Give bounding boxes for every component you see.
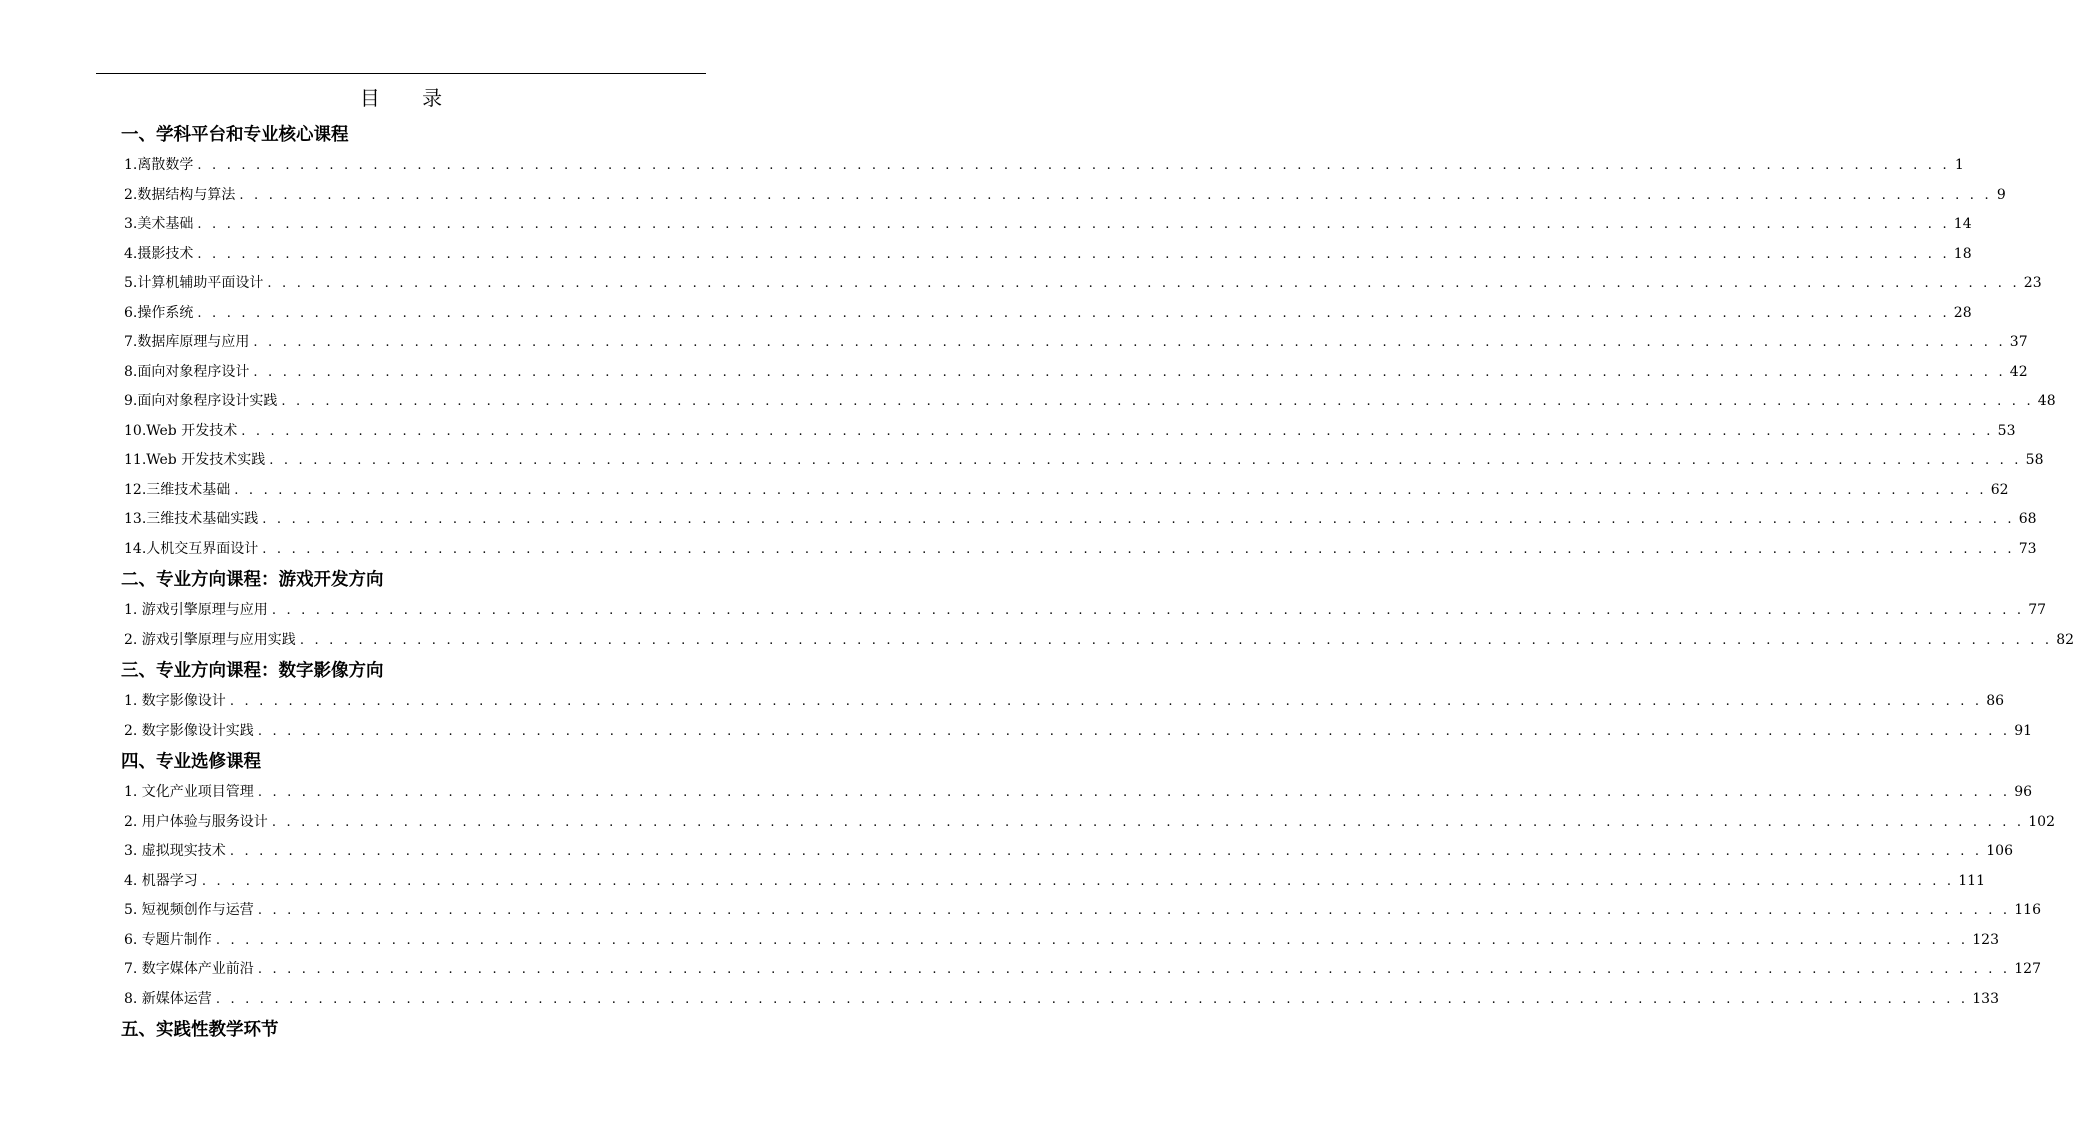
toc-entry[interactable] [124,627,2074,653]
toc-entry[interactable] [124,506,2037,532]
toc-page-number: 106 [1986,843,2013,859]
dot-leader: . . . . . . . . . . . . . . . . . . . . . . . . . . . . . . . . . . . . . . . . . . . . . . . . . . . . . . . . . . . . . . . . . . . . . . . . . . . . . . . . . . . . . . . . . . . . . . . . . . . . . . . . . . . . . . . . . . . . . . . . [262,541,2015,557]
dot-leader: . . . . . . . . . . . . . . . . . . . . . . . . . . . . . . . . . . . . . . . . . . . . . . . . . . . . . . . . . . . . . . . . . . . . . . . . . . . . . . . . . . . . . . . . . . . . . . . . . . . . . . . . . . . . . . . . . . . . . . . . [281,394,2034,409]
toc-entry-label: 7. 数字媒体产业前沿 [124,956,258,982]
toc-page-number: 91 [2014,722,2033,739]
toc-entry[interactable] [124,897,2041,923]
dot-leader: . . . . . . . . . . . . . . . . . . . . . . . . . . . . . . . . . . . . . . . . . . . . . . . . . . . . . . . . . . . . . . . . . . . . . . . . . . . . . . . . . . . . . . . . . . . . . . . . . . . . . . . . . . . . . . . . . . . . . . . . [257,903,2011,918]
toc-page-number: 96 [2014,784,2033,800]
toc-page-number: 133 [1972,990,1999,1007]
toc-page-number: 53 [1997,422,2016,439]
toc-page-number: 62 [1990,481,2009,498]
toc-page-number: 127 [2014,961,2041,977]
dot-leader: . . . . . . . . . . . . . . . . . . . . . . . . . . . . . . . . . . . . . . . . . . . . . . . . . . . . . . . . . . . . . . . . . . . . . . . . . . . . . . . . . . . . . . . . . . . . . . . . . . . . . . . . . . . . . . . . . . . . . . . . [234,482,1987,498]
toc-entry[interactable] [124,688,2005,714]
toc-page-number: 42 [2009,363,2028,380]
toc-entry-label: 3. 虚拟现实技术 [124,838,230,864]
dot-leader: . . . . . . . . . . . . . . . . . . . . . . . . . . . . . . . . . . . . . . . . . . . . . . . . . . . . . . . . . . . . . . . . . . . . . . . . . . . . . . . . . . . . . . . . . . . . . . . . . . . . . . . . . . . . . . . . . . . . . . . . [262,512,2015,527]
dot-leader: . . . . . . . . . . . . . . . . . . . . . . . . . . . . . . . . . . . . . . . . . . . . . . . . . . . . . . . . . . . . . . . . . . . . . . . . . . . . . . . . . . . . . . . . . . . . . . . . . . . . . . . . . . . . . . . . . . . . . . . . [253,364,2006,380]
toc-entry-label: 9.面向对象程序设计实践 [124,388,281,414]
section-heading: 三、专业方向课程：数字影像方向 [121,661,384,681]
dot-leader: . . . . . . . . . . . . . . . . . . . . . . . . . . . . . . . . . . . . . . . . . . . . . . . . . . . . . . . . . . . . . . . . . . . . . . . . . . . . . . . . . . . . . . . . . . . . . . . . . . . . . . . . . . . . . . . . . . . . . . . . [197,158,1950,173]
toc-page-number: 14 [1953,216,1972,232]
toc-entry[interactable] [124,388,2056,414]
toc-page-number: 116 [2014,902,2041,918]
dot-leader: . . . . . . . . . . . . . . . . . . . . . . . . . . . . . . . . . . . . . . . . . . . . . . . . . . . . . . . . . . . . . . . . . . . . . . . . . . . . . . . . . . . . . . . . . . . . . . . . . . . . . . . . . . . . . . . . . . . . . . . . [197,246,1950,262]
section-heading: 五、实践性教学环节 [121,1020,279,1040]
toc-entry[interactable] [124,447,2044,473]
dot-leader: . . . . . . . . . . . . . . . . . . . . . . . . . . . . . . . . . . . . . . . . . . . . . . . . . . . . . . . . . . . . . . . . . . . . . . . . . . . . . . . . . . . . . . . . . . . . . . . . . . . . . . . . . . . . . . . . . . . . . . . . [257,962,2011,977]
toc-entry-label: 8.面向对象程序设计 [124,359,253,385]
toc-entry[interactable] [124,718,2033,744]
toc-page-number: 73 [2018,540,2037,557]
toc-page-number: 18 [1953,245,1972,262]
toc-entry[interactable] [124,270,2042,296]
top-rule [96,73,706,74]
section-heading: 二、专业方向课程：游戏开发方向 [121,570,384,590]
dot-leader: . . . . . . . . . . . . . . . . . . . . . . . . . . . . . . . . . . . . . . . . . . . . . . . . . . . . . . . . . . . . . . . . . . . . . . . . . . . . . . . . . . . . . . . . . . . . . . . . . . . . . . . . . . . . . . . . . . . . . . . . [197,217,1950,232]
dot-leader: . . . . . . . . . . . . . . . . . . . . . . . . . . . . . . . . . . . . . . . . . . . . . . . . . . . . . . . . . . . . . . . . . . . . . . . . . . . . . . . . . . . . . . . . . . . . . . . . . . . . . . . . . . . . . . . . . . . . . . . . [257,723,2011,739]
toc-entry[interactable] [124,211,1972,237]
toc-entry[interactable] [124,477,2009,503]
toc-page-number: 68 [2018,511,2037,527]
toc-entry[interactable] [124,986,1999,1012]
toc-entry[interactable] [124,779,2033,805]
toc-entry-label: 4. 机器学习 [124,868,202,894]
toc-entry-label: 13.三维技术基础实践 [124,506,262,532]
toc-entry-label: 10.Web 开发技术 [124,418,241,444]
dot-leader: . . . . . . . . . . . . . . . . . . . . . . . . . . . . . . . . . . . . . . . . . . . . . . . . . . . . . . . . . . . . . . . . . . . . . . . . . . . . . . . . . . . . . . . . . . . . . . . . . . . . . . . . . . . . . . . . . . . . . . . . [201,873,1955,889]
toc-entry[interactable] [124,956,2041,982]
toc-page-number: 77 [2028,602,2047,618]
dot-leader: . . . . . . . . . . . . . . . . . . . . . . . . . . . . . . . . . . . . . . . . . . . . . . . . . . . . . . . . . . . . . . . . . . . . . . . . . . . . . . . . . . . . . . . . . . . . . . . . . . . . . . . . . . . . . . . . . . . . . . . . [229,694,1983,709]
toc-entry-label: 1.离散数学 [124,152,197,178]
dot-leader: . . . . . . . . . . . . . . . . . . . . . . . . . . . . . . . . . . . . . . . . . . . . . . . . . . . . . . . . . . . . . . . . . . . . . . . . . . . . . . . . . . . . . . . . . . . . . . . . . . . . . . . . . . . . . . . . . . . . . . . . [215,932,1969,948]
toc-entry-label: 2. 游戏引擎原理与应用实践 [124,627,300,653]
toc-entry-label: 12.三维技术基础 [124,477,234,503]
toc-entry-label: 3.美术基础 [124,211,197,237]
toc-entry[interactable] [124,359,2028,385]
toc-entry[interactable] [124,597,2047,623]
toc-entry-label: 6.操作系统 [124,300,197,326]
toc-page-number: 86 [1986,693,2005,709]
toc-page-number: 28 [1953,304,1972,321]
dot-leader: . . . . . . . . . . . . . . . . . . . . . . . . . . . . . . . . . . . . . . . . . . . . . . . . . . . . . . . . . . . . . . . . . . . . . . . . . . . . . . . . . . . . . . . . . . . . . . . . . . . . . . . . . . . . . . . . . . . . . . . . [299,632,2053,648]
toc-page-number: 9 [1996,186,2006,203]
section-heading: 四、专业选修课程 [121,752,261,772]
toc-entry-label: 5.计算机辅助平面设计 [124,270,267,296]
toc-entry[interactable] [124,329,2028,355]
dot-leader: . . . . . . . . . . . . . . . . . . . . . . . . . . . . . . . . . . . . . . . . . . . . . . . . . . . . . . . . . . . . . . . . . . . . . . . . . . . . . . . . . . . . . . . . . . . . . . . . . . . . . . . . . . . . . . . . . . . . . . . . [271,603,2025,618]
toc-entry-label: 2.数据结构与算法 [124,182,239,208]
toc-page-number: 82 [2056,631,2074,648]
dot-leader: . . . . . . . . . . . . . . . . . . . . . . . . . . . . . . . . . . . . . . . . . . . . . . . . . . . . . . . . . . . . . . . . . . . . . . . . . . . . . . . . . . . . . . . . . . . . . . . . . . . . . . . . . . . . . . . . . . . . . . . . [197,305,1950,321]
dot-leader: . . . . . . . . . . . . . . . . . . . . . . . . . . . . . . . . . . . . . . . . . . . . . . . . . . . . . . . . . . . . . . . . . . . . . . . . . . . . . . . . . . . . . . . . . . . . . . . . . . . . . . . . . . . . . . . . . . . . . . . . [239,187,1992,203]
toc-entry[interactable] [124,868,1985,894]
dot-leader: . . . . . . . . . . . . . . . . . . . . . . . . . . . . . . . . . . . . . . . . . . . . . . . . . . . . . . . . . . . . . . . . . . . . . . . . . . . . . . . . . . . . . . . . . . . . . . . . . . . . . . . . . . . . . . . . . . . . . . . . [267,276,2020,291]
dot-leader: . . . . . . . . . . . . . . . . . . . . . . . . . . . . . . . . . . . . . . . . . . . . . . . . . . . . . . . . . . . . . . . . . . . . . . . . . . . . . . . . . . . . . . . . . . . . . . . . . . . . . . . . . . . . . . . . . . . . . . . . [241,423,1994,439]
toc-page-number: 58 [2025,452,2044,468]
toc-page-number: 1 [1954,157,1964,173]
toc-entry-label: 1. 数字影像设计 [124,688,230,714]
toc-entry[interactable] [124,418,2016,444]
toc-page-number: 102 [2028,813,2055,830]
toc-page-number: 123 [1972,931,1999,948]
toc-entry[interactable] [124,152,1964,178]
dot-leader: . . . . . . . . . . . . . . . . . . . . . . . . . . . . . . . . . . . . . . . . . . . . . . . . . . . . . . . . . . . . . . . . . . . . . . . . . . . . . . . . . . . . . . . . . . . . . . . . . . . . . . . . . . . . . . . . . . . . . . . . [269,453,2022,468]
toc-entry[interactable] [124,838,2013,864]
toc-entry[interactable] [124,927,1999,953]
toc-page-number: 23 [2023,275,2042,291]
dot-leader: . . . . . . . . . . . . . . . . . . . . . . . . . . . . . . . . . . . . . . . . . . . . . . . . . . . . . . . . . . . . . . . . . . . . . . . . . . . . . . . . . . . . . . . . . . . . . . . . . . . . . . . . . . . . . . . . . . . . . . . . [229,844,1983,859]
toc-entry[interactable] [124,241,1972,267]
toc-entry-label: 14.人机交互界面设计 [124,536,262,562]
toc-entry[interactable] [124,300,1972,326]
toc-entry-label: 11.Web 开发技术实践 [124,447,269,473]
toc-entry-label: 6. 专题片制作 [124,927,216,953]
toc-entry-label: 2. 数字影像设计实践 [124,718,258,744]
section-heading: 一、学科平台和专业核心课程 [121,125,349,145]
toc-entry-label: 4.摄影技术 [124,241,197,267]
toc-entry-label: 8. 新媒体运营 [124,986,216,1012]
page-title: 目 录 [359,86,461,110]
toc-entry[interactable] [124,809,2055,835]
dot-leader: . . . . . . . . . . . . . . . . . . . . . . . . . . . . . . . . . . . . . . . . . . . . . . . . . . . . . . . . . . . . . . . . . . . . . . . . . . . . . . . . . . . . . . . . . . . . . . . . . . . . . . . . . . . . . . . . . . . . . . . . [271,814,2025,830]
toc-entry-label: 5. 短视频创作与运营 [124,897,258,923]
toc-entry-label: 1. 游戏引擎原理与应用 [124,597,272,623]
toc-page-number: 48 [2037,393,2056,409]
toc-page-number: 37 [2009,334,2028,350]
toc-entry-label: 7.数据库原理与应用 [124,329,253,355]
dot-leader: . . . . . . . . . . . . . . . . . . . . . . . . . . . . . . . . . . . . . . . . . . . . . . . . . . . . . . . . . . . . . . . . . . . . . . . . . . . . . . . . . . . . . . . . . . . . . . . . . . . . . . . . . . . . . . . . . . . . . . . . [257,785,2011,800]
dot-leader: . . . . . . . . . . . . . . . . . . . . . . . . . . . . . . . . . . . . . . . . . . . . . . . . . . . . . . . . . . . . . . . . . . . . . . . . . . . . . . . . . . . . . . . . . . . . . . . . . . . . . . . . . . . . . . . . . . . . . . . . [253,335,2006,350]
dot-leader: . . . . . . . . . . . . . . . . . . . . . . . . . . . . . . . . . . . . . . . . . . . . . . . . . . . . . . . . . . . . . . . . . . . . . . . . . . . . . . . . . . . . . . . . . . . . . . . . . . . . . . . . . . . . . . . . . . . . . . . . [215,991,1969,1007]
toc-entry-label: 2. 用户体验与服务设计 [124,809,272,835]
toc-entry-label: 1. 文化产业项目管理 [124,779,258,805]
toc-page-number: 111 [1958,872,1985,889]
toc-entry[interactable] [124,182,2006,208]
toc-entry[interactable] [124,536,2037,562]
